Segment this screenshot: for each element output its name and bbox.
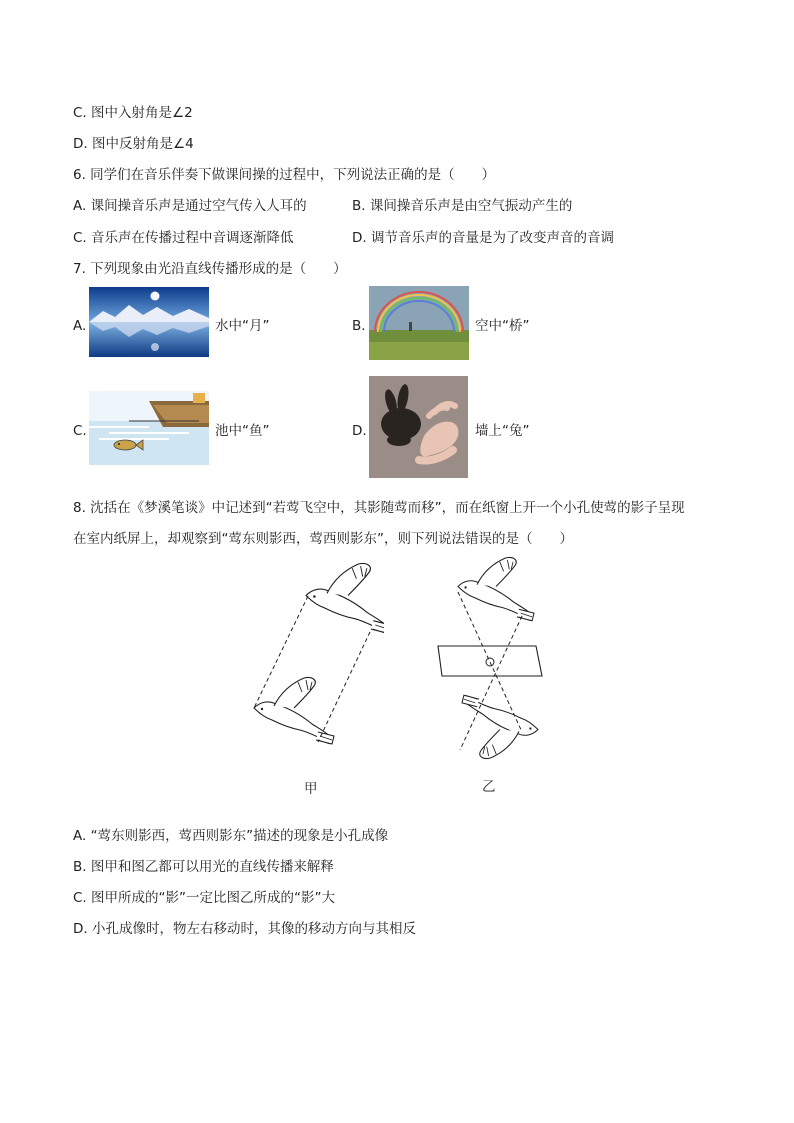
q8-option-d: D. 小孔成像时，物左右移动时，其像的移动方向与其相反 xyxy=(73,921,416,937)
q7-option-a-letter: A. xyxy=(73,318,87,334)
q8-stem-line1: 8. 沈括在《梦溪笔谈》中记述到“若莺飞空中，其影随莺而移”，而在纸窗上开一个小孔使莺的影子呈现 xyxy=(73,500,685,516)
q8-option-c: C. 图甲所成的“影”一定比图乙所成的“影”大 xyxy=(73,890,335,906)
figure-caption-right: 乙 xyxy=(482,779,496,795)
q7-option-c-letter: C. xyxy=(73,423,87,439)
q6-option-c: C. 音乐声在传播过程中音调逐渐降低 xyxy=(73,230,294,246)
q5-option-c: C. 图中入射角是∠2 xyxy=(73,105,193,121)
shadow-diagram-left xyxy=(244,556,384,752)
q7-option-b-letter: B. xyxy=(352,318,366,334)
fish-boat-photo-icon xyxy=(89,391,209,465)
q8-option-b: B. 图甲和图乙都可以用光的直线传播来解释 xyxy=(73,859,334,875)
q7-option-c-label: 池中“鱼” xyxy=(215,423,270,439)
q7-option-b-label: 空中“桥” xyxy=(475,318,530,334)
hand-shadow-photo-icon xyxy=(369,376,468,478)
q6-option-b: B. 课间操音乐声是由空气振动产生的 xyxy=(352,198,573,214)
q6-stem: 6. 同学们在音乐伴奏下做课间操的过程中，下列说法正确的是（ ） xyxy=(73,167,496,183)
rainbow-photo-icon xyxy=(369,286,469,360)
q7-stem: 7. 下列现象由光沿直线传播形成的是（ ） xyxy=(73,261,347,277)
q7-option-d-label: 墙上“兔” xyxy=(475,423,530,439)
q8-option-a: A. “莺东则影西，莺西则影东”描述的现象是小孔成像 xyxy=(73,828,389,844)
q8-stem-line2: 在室内纸屏上，却观察到“莺东则影西，莺西则影东”，则下列说法错误的是（ ） xyxy=(73,531,573,547)
q7-option-d-letter: D. xyxy=(352,423,367,439)
q7-option-a-label: 水中“月” xyxy=(215,318,270,334)
q6-option-d: D. 调节音乐声的音量是为了改变声音的音调 xyxy=(352,230,614,246)
q6-option-a: A. 课间操音乐声是通过空气传入人耳的 xyxy=(73,198,307,214)
pinhole-diagram-right xyxy=(430,552,550,762)
figure-caption-left: 甲 xyxy=(304,781,318,797)
q5-option-d: D. 图中反射角是∠4 xyxy=(73,136,194,152)
moon-reflection-photo-icon xyxy=(89,287,209,357)
